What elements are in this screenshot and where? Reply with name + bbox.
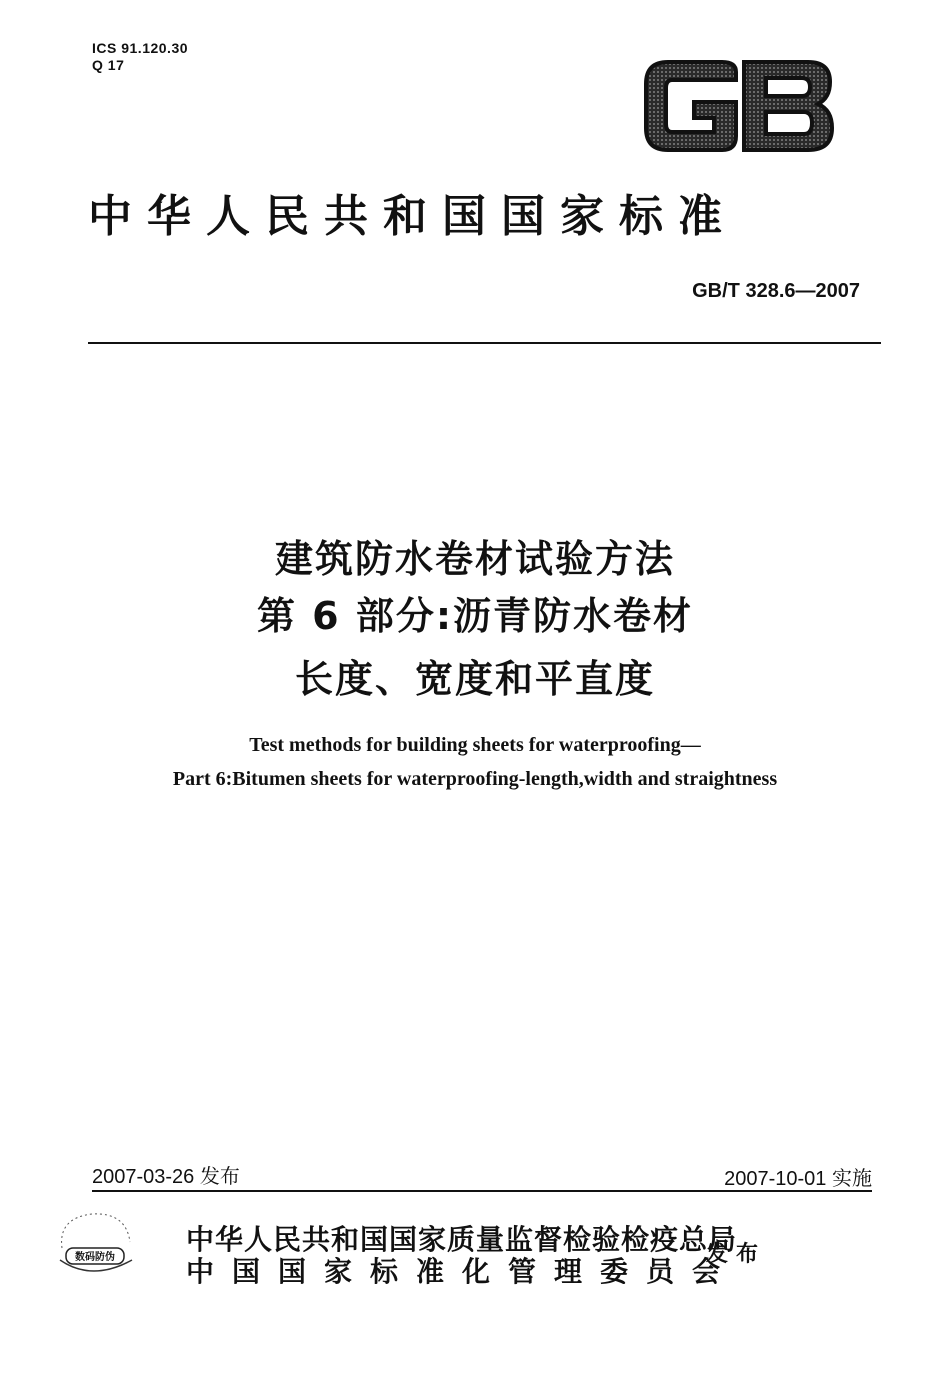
publish-label: 发布 <box>706 1241 767 1267</box>
ics-code: ICS 91.120.30 <box>92 40 189 56</box>
header-divider <box>88 342 881 344</box>
country-standard-heading: 中华人民共和国国家标准 <box>88 191 737 242</box>
title-cn-line2: 第 6 部分:沥青防水卷材 <box>256 594 694 638</box>
gb-logo <box>640 58 836 154</box>
issue-date: 2007-03-26 发布 <box>92 1166 240 1188</box>
title-en-line2: Part 6:Bitumen sheets for waterproofing-length,width and straightness <box>172 768 778 790</box>
title-en-line1: Test methods for building sheets for waterproofing— <box>249 734 701 756</box>
title-cn-line1: 建筑防水卷材试验方法 <box>274 537 675 581</box>
ccs-code: Q 17 <box>92 57 125 73</box>
anti-counterfeit-stamp-icon <box>52 1208 138 1282</box>
ics-block <box>92 40 188 74</box>
footer-divider <box>92 1190 872 1192</box>
issuer-line2: 中国国家标准化管理委员会 <box>186 1255 739 1288</box>
stamp-text: 数码防伪 <box>75 1252 115 1263</box>
issuer-line1: 中华人民共和国国家质量监督检验检疫总局 <box>186 1223 738 1256</box>
implementation-date: 2007-10-01 实施 <box>724 1168 872 1190</box>
standard-number: GB/T 328.6—2007 <box>692 280 860 302</box>
title-cn-line3: 长度、宽度和平直度 <box>294 657 655 701</box>
